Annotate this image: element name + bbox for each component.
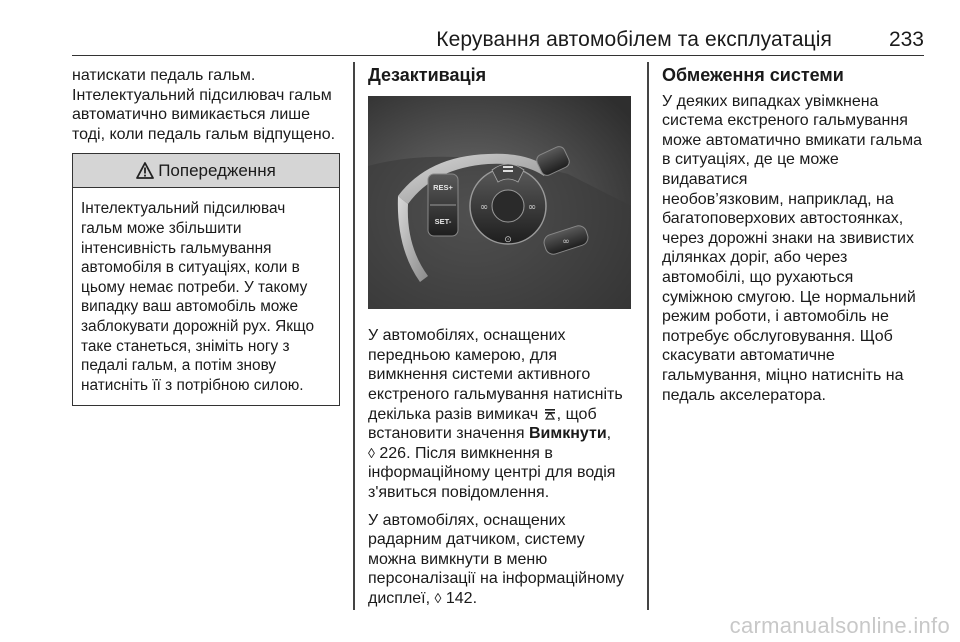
- deactivation-paragraph-1: [368, 326, 634, 502]
- section-heading-limitations: Обмеження системи: [662, 65, 844, 85]
- intro-paragraph: натискати педаль гальм. Інтелектуальний підсилювач гальм автоматично вимикається лише тоді, коли педаль гальм відпущено.: [72, 67, 336, 143]
- p2-page-link[interactable]: 142.: [441, 589, 478, 607]
- warning-box: [72, 153, 340, 406]
- watermark: carmanualsonline.info: [729, 613, 950, 638]
- svg-text:⊙: ⊙: [504, 234, 512, 245]
- svg-text:∞: ∞: [562, 236, 570, 247]
- page-number: 233: [888, 28, 924, 51]
- column-divider-1: [353, 62, 355, 610]
- right-column: [662, 66, 927, 405]
- steering-wheel-controls-figure: [368, 96, 631, 309]
- svg-text:∞: ∞: [479, 201, 489, 213]
- following-distance-switch-icon: [543, 408, 557, 420]
- left-column: [72, 66, 344, 406]
- res-plus-label: RES+: [433, 182, 453, 192]
- deactivation-paragraph-2: [368, 511, 634, 609]
- warning-header: [73, 154, 339, 188]
- p1-text-d[interactable]: 226. Після вимкнення в інформаційному центрі для водія з'явиться повідомлення.: [368, 444, 616, 501]
- warning-triangle-icon: [136, 162, 154, 179]
- svg-text:∞: ∞: [527, 201, 537, 213]
- warning-title: Попередження: [158, 161, 276, 181]
- p1-text-a: У автомобілях, оснащених передньою камерою, для вимкнення системи активного екстреного гальмування натисніть декілька разів вимикач: [368, 327, 623, 423]
- set-minus-label: SET-: [434, 216, 452, 226]
- limitations-paragraph: У деяких випадках увімкнена система екстреного гальмування може автоматично вмикати гальма в ситуаціях, де це може видаватися необов’язковим, наприклад, на багатоповерхових автостоянках, через дорожні знаки на звивистих ділянках доріг, або через автомобілі, що рухаються суміжною смугою. Це нормальний режим роботи, і автомобіль не потребує обслуговування. Щоб скасувати автоматичне гальмування, міцно натисніть на педаль акселератора.: [662, 92, 923, 404]
- column-divider-2: [647, 62, 649, 610]
- page-header: [72, 26, 924, 56]
- page-reference-icon: ◊: [368, 444, 375, 461]
- section-heading-deactivation: Дезактивація: [368, 65, 487, 85]
- p1-text-b: , щоб встановити значення: [368, 405, 597, 443]
- p1-text-c: ,: [606, 425, 612, 443]
- chapter-title: Керування автомобілем та експлуатація: [436, 28, 832, 51]
- p2-text-a: У автомобілях, оснащених радарним датчиком, систему можна вимкнути в меню персоналізації на інформаційному дисплеї,: [368, 511, 625, 607]
- warning-body: Інтелектуальний підсилювач гальм може збільшити інтенсивність гальмування автомобіля в ситуаціях, коли в цьому немає потреби. У такому випадку ваш автомобіль може заблокувати дорожній рух. Якщо таке станеться, зніміть ногу з педалі гальм, а потім знову натисніть її з потрібною силою.: [81, 200, 315, 394]
- page-reference-icon: ◊: [434, 589, 442, 606]
- value-off: Вимкнути: [528, 425, 607, 443]
- middle-column: [368, 66, 634, 609]
